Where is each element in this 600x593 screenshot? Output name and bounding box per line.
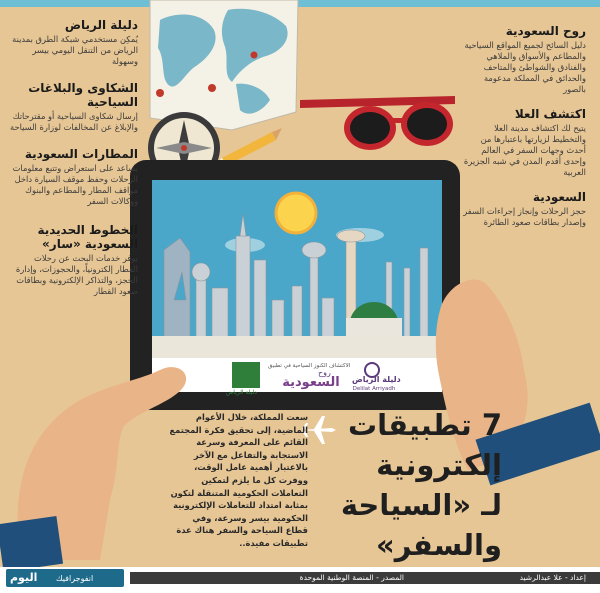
section-title: الشكاوى والبلاغات السياحية (28, 81, 138, 109)
map-pin-icon (156, 89, 164, 97)
footer-credit: إعداد - علا عبدالرشيد (519, 573, 586, 582)
section-title: السعودية (532, 190, 586, 204)
section-body: يوفر خدمات البحث عن رحلات القطار إلكترونياً، والحجوزات، وإدارة الحجز، والتذاكر الإلكترونية وبطاقات صعود القطار (15, 253, 138, 296)
brand-name: اليوم (10, 571, 38, 584)
section-body: يُمكِن مستخدمي شبكة الطرق بمدينة الرياض من التنقل اليومي بيسر وسهولة (12, 34, 138, 66)
section-title: روح السعودية (505, 24, 586, 38)
logo-caption-left: دليلة الرياض (226, 389, 257, 396)
section-title: دليلة الرياض (64, 18, 138, 32)
section-title: الخطوط الحديدية السعودية «سار» (37, 223, 138, 251)
section-body: دليل السائح لجميع المواقع السياحية والمطاعم والأسواق والملاهي والفنادق والشواطئ والمتاحف والحدائق في المملكة مدعومة بالصور (464, 40, 586, 94)
sunglasses-icon (300, 96, 455, 150)
world-map-icon (150, 0, 298, 130)
brand-subtitle: انفوجرافيك (56, 574, 94, 583)
right-column (462, 24, 586, 240)
section-discover-alula (462, 107, 586, 178)
logo-center-main: السعودية (282, 375, 340, 390)
section-title: اكتشف العلا (514, 107, 586, 121)
intro-paragraph: سعت المملكة، خلال الأعوام الماضية، إلى تحقيق فكرة المجتمع القائم على المعرفة وسرعة الاستجابة والتفاعل مع الآخر بالاعتبار أهمية عامل الوقت، ووفرت كل ما يلزم لتمكين التعاملات الحكومية المتنقلة لتكون بمثابة امتداد للتعاملات الإلكترونية الحكومية بيسر وسرعة، وفي قطاع السياحة والسفر هناك عدة تطبيقات مفيدة.. (169, 412, 308, 548)
logo-right-main: دليلة الرياض (352, 375, 401, 384)
headline-line: إلكترونية (376, 448, 502, 482)
logo-caption-center: الاكتشاف الكنوز السياحية في تطبيق (268, 363, 351, 369)
section-body: حجز الرحلات وإنجاز إجراءات السفر وإصدار بطاقات صعود الطائرة (463, 206, 586, 227)
section-saudi-airports (10, 147, 138, 207)
section-saudi-railways (10, 223, 138, 297)
map-pin-icon (208, 84, 216, 92)
section-tourism-complaints (10, 81, 138, 133)
section-body: يتيح لك اكتشاف مدينة العلا والتخطيط لزيارتها باعتبارها من أحدث وجهات السفر في العالم وإحدى أقدم المدن في شبه الجزيرة العربية (463, 123, 586, 177)
logo-right-sub: Delilat Arriyadh (352, 386, 396, 392)
section-title: المطارات السعودية (24, 147, 138, 161)
section-saudia (462, 190, 586, 228)
headline (302, 405, 502, 565)
section-body: إرسال شكاوى السياحية أو مقترحاتك والإبلاغ عن المخالفات لوزارة السياحة (10, 111, 138, 132)
section-spirit-of-saudi (462, 24, 586, 95)
footer-source: المصدر - المنصة الوطنية الموحدة (299, 573, 404, 582)
hand-left (0, 367, 186, 572)
section-body: يساعد على استعراض وتتبع معلومات الرحلات وحفظ موقف السيارة داخل مواقف المطار والمطاعم والبنوك ووكالات السفر (12, 163, 138, 206)
logo-center-small: روح (318, 368, 331, 377)
app-logo-green (232, 362, 260, 388)
section-riyadh-guide (10, 18, 138, 67)
left-column (10, 18, 138, 309)
headline-line: والسفر» (375, 528, 502, 562)
map-pin-icon (251, 52, 258, 59)
headline-line: 7 تطبيقات (347, 408, 502, 442)
headline-line: لـ «السياحة (340, 488, 502, 522)
